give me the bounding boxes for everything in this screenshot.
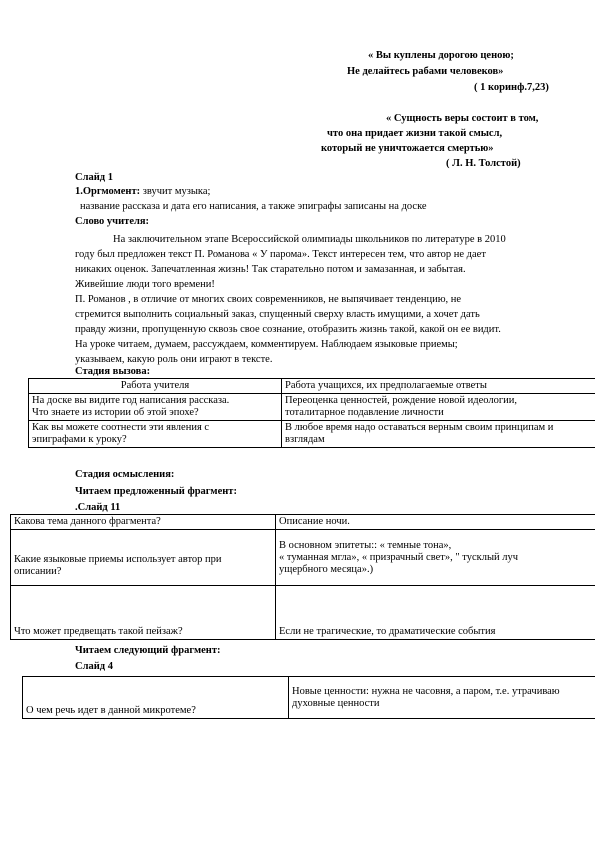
cell-line: Какова тема данного фрагмента?: [14, 516, 161, 527]
cell-line: Переоценка ценностей, рождение новой идеологии,: [285, 395, 517, 406]
epigraph2-line2: что она придает жизни такой смысл,: [327, 128, 503, 139]
slide1-title: Слайд 1: [75, 172, 113, 183]
orgmoment-label: 1.Оргмомент:: [75, 186, 141, 197]
table-header-row: [29, 379, 595, 394]
table-cell: [276, 515, 595, 530]
table-cell: [29, 421, 282, 448]
stage-call-table: [28, 378, 595, 448]
cell-line: взглядам: [285, 434, 325, 445]
table-cell: [11, 530, 276, 586]
cell-line: Какие языковые приемы использует автор при: [14, 554, 222, 565]
teacher-line-8: На уроке читаем, думаем, рассуждаем, комментируем. Наблюдаем языковые приемы;: [75, 339, 458, 350]
table-cell: [282, 421, 595, 448]
cell-line: Описание ночи.: [279, 516, 350, 527]
read-fragment-line: Читаем предложенный фрагмент:: [75, 486, 237, 497]
stage-call-title: Стадия вызова:: [75, 366, 151, 377]
table-cell: [11, 515, 276, 530]
epigraph2-line3: который не уничтожается смертью»: [321, 143, 494, 154]
teacher-line-1: На заключительном этапе Всероссийской олимпиады школьников по литературе в 2010: [113, 234, 506, 245]
cell-line: О чем речь идет в данной микротеме?: [26, 705, 196, 716]
teacher-line-5: П. Романов , в отличие от многих своих современников, не выпячивает тенденцию, не: [75, 294, 462, 305]
stage-comp-title: Стадия осмысления:: [75, 469, 175, 480]
table-row: [11, 515, 595, 530]
teacher-line-3: никаких оценок. Запечатленная жизнь! Так старательно потом и замазанная, и забытая.: [75, 264, 466, 275]
table-cell: [276, 586, 595, 640]
cell-line: В любое время надо оставаться верным своим принципам и: [285, 422, 554, 433]
header-teacher: Работа учителя: [29, 379, 282, 394]
table-row: [11, 530, 595, 586]
epigraph1-citation: ( 1 коринф.7,23): [474, 82, 549, 93]
orgmoment-text: звучит музыка;: [140, 186, 211, 197]
cell-line: Что знаете из истории об этой эпохе?: [32, 407, 199, 418]
header-students: Работа учащихся, их предполагаемые ответы: [282, 379, 595, 394]
cell-line: эпиграфами к уроку?: [32, 434, 127, 445]
cell-line: Если не трагические, то драматические события: [279, 626, 496, 637]
next-fragment-title: Читаем следующий фрагмент:: [75, 645, 221, 656]
cell-line: духовные ценности: [292, 697, 380, 709]
cell-line: В основном эпитеты:: « темные тона»,: [279, 539, 452, 551]
teacher-line-7: правду жизни, пропущенную сквозь свое сознание, отобразить жизнь такой, какой он ее видит.: [75, 324, 501, 335]
table-cell: [276, 530, 595, 586]
teacher-line-4: Живейшие люди того времени!: [75, 279, 215, 290]
slide11-label: .Слайд 11: [75, 502, 121, 513]
table-row: [29, 421, 595, 448]
microtheme-table: [22, 676, 595, 719]
table-cell: [11, 586, 276, 640]
table-cell: [282, 394, 595, 421]
cell-line: Что может предвещать такой пейзаж?: [14, 626, 183, 637]
cell-line: Как вы можете соотнести эти явления с: [32, 422, 210, 433]
table-cell: [289, 677, 595, 719]
teacher-word-title: Слово учителя:: [75, 216, 150, 227]
cell-line: ущербного месяца».): [279, 563, 374, 575]
teacher-line-9: указываем, какую роль они играют в тексте.: [75, 354, 273, 365]
cell-line: описании?: [14, 566, 62, 577]
table-row: [23, 677, 595, 719]
table-row: [11, 586, 595, 640]
epigraph2-citation: ( Л. Н. Толстой): [446, 158, 521, 169]
fragment-table: [10, 514, 595, 640]
epigraph1-line1: « Вы куплены дорогою ценою;: [368, 50, 514, 61]
epigraph2-line1: « Сущность веры состоит в том,: [386, 113, 539, 124]
teacher-line-6: стремится выполнить социальный заказ, спущенный сверху власть имущими, а хочет дать: [75, 309, 480, 320]
cell-line: тоталитарное подавление личности: [285, 407, 444, 418]
table-row: [29, 394, 595, 421]
orgmoment-line: [75, 186, 210, 198]
teacher-line-2: году был предложен текст П. Романова « У парома». Текст интересен тем, что автор не дает: [75, 249, 486, 260]
board-line: название рассказа и дата его написания, а также эпиграфы записаны на доске: [80, 201, 427, 212]
cell-line: « туманная мгла», « призрачный свет», " тусклый луч: [279, 551, 519, 563]
epigraph1-line2: Не делайтесь рабами человеков»: [347, 66, 504, 77]
table-cell: [23, 677, 289, 719]
slide4-label: Слайд 4: [75, 661, 113, 672]
table-cell: [29, 394, 282, 421]
cell-line: Новые ценности: нужна не часовня, а паром, т.е. утрачиваю: [292, 685, 560, 697]
cell-line: На доске вы видите год написания рассказа.: [32, 395, 230, 406]
